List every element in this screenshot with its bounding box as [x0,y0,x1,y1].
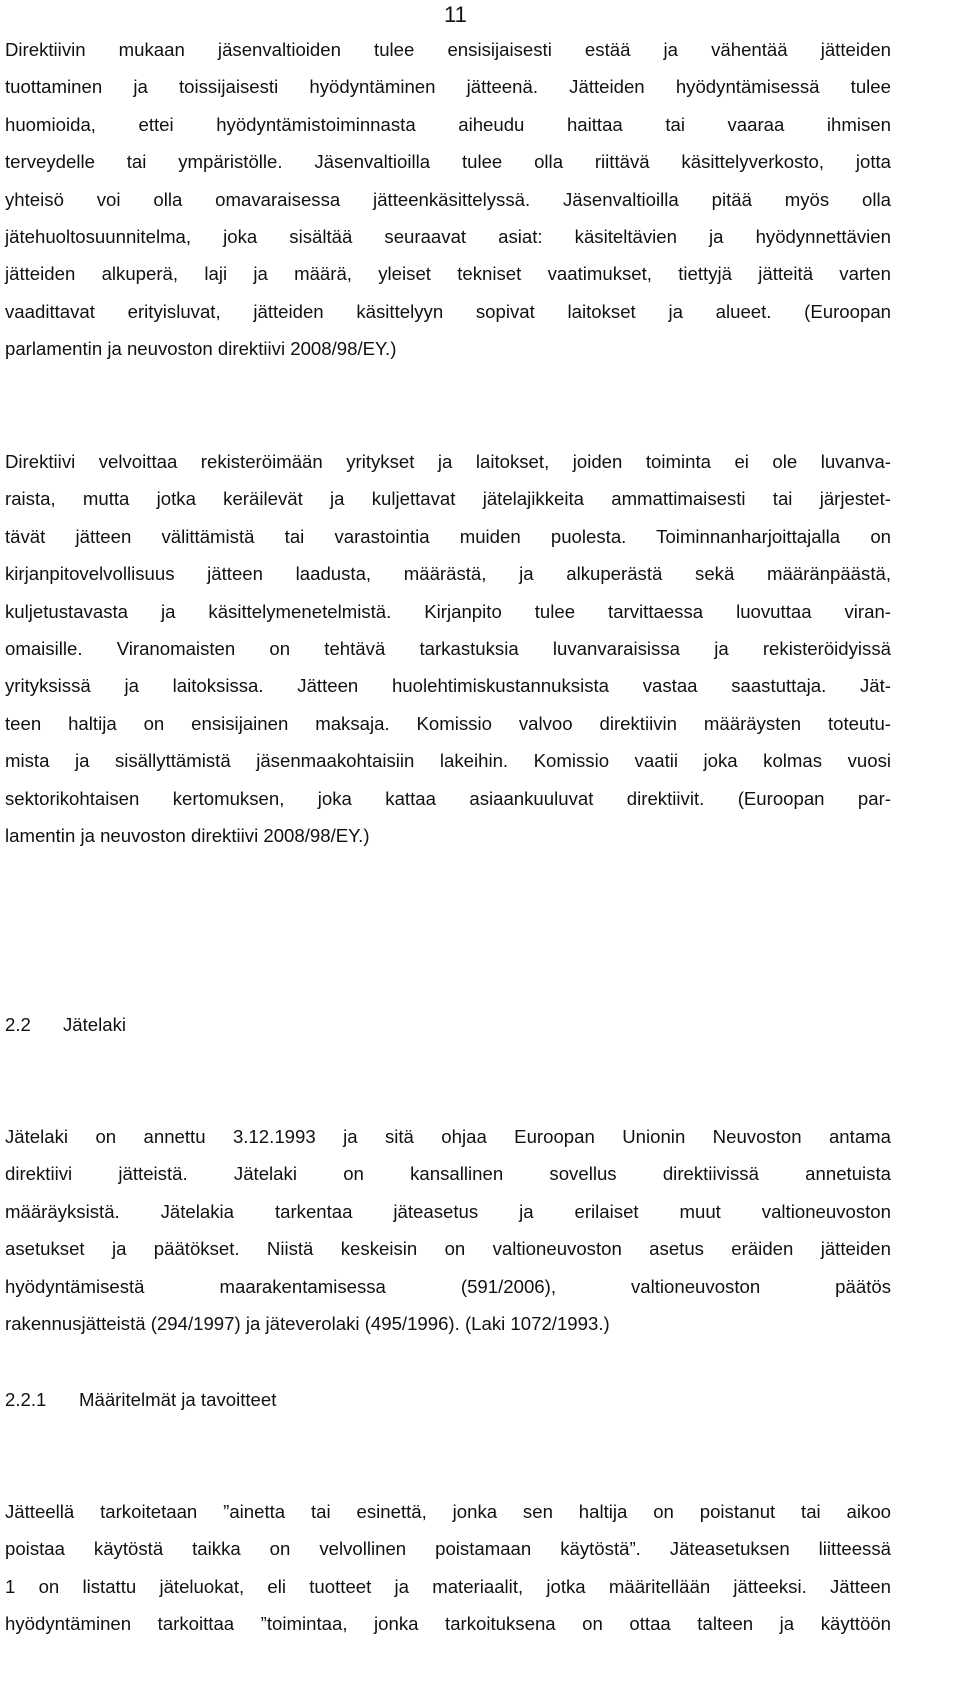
text-line: kuljetustavasta ja käsittelymenetelmistä. Kirjanpito tulee tarvittaessa luovuttaa viran- [5,600,891,622]
paragraph-registration-requirements [5,443,891,854]
text-line: tävät jätteen välittämistä tai varastointia muiden puolesta. Toiminnanharjoittajalla on [5,525,891,547]
section-number: 2.2 [5,1014,31,1035]
text-line: teen haltija on ensisijainen maksaja. Komissio valvoo direktiivin määräysten toteutu- [5,712,891,734]
text-line: yhteisö voi olla omavaraisessa jätteenkäsittelyssä. Jäsenvaltioilla pitää myös olla [5,188,891,210]
text-line: parlamentin ja neuvoston direktiivi 2008/98/EY.) [5,338,397,360]
text-line: jätehuoltosuunnitelma, joka sisältää seuraavat asiat: käsiteltävien ja hyödynnettävien [5,225,891,247]
text-line: kirjanpitovelvollisuus jätteen laadusta, määrästä, ja alkuperästä sekä määränpäästä, [5,563,891,585]
text-line: omaisille. Viranomaisten on tehtävä tarkastuksia luvanvaraisissa ja rekisteröidyissä [5,637,891,659]
text-line: määräyksistä. Jätelakia tarkentaa jäteasetus ja erilaiset muut valtioneuvoston [5,1200,891,1222]
text-line: hyödyntäminen tarkoittaa ”toimintaa, jonka tarkoituksena on ottaa talteen ja käyttöön [5,1613,891,1635]
text-line: hyödyntämisestä maarakentamisessa (591/2006), valtioneuvoston päätös [5,1275,891,1297]
text-line: asetukset ja päätökset. Niistä keskeisin on valtioneuvoston asetus eräiden jätteiden [5,1238,891,1260]
text-line: rakennusjätteistä (294/1997) ja jäteverolaki (495/1996). (Laki 1072/1993.) [5,1312,610,1334]
text-line: huomioida, ettei hyödyntämistoiminnasta aiheudu haittaa tai vaaraa ihmisen [5,113,891,135]
text-line: terveydelle tai ympäristölle. Jäsenvaltioilla tulee olla riittävä käsittelyverkosto, jotta [5,151,891,173]
paragraph-definitions [5,1493,891,1643]
text-line: jätteiden alkuperä, laji ja määrä, yleiset tekniset vaatimukset, tiettyjä jätteitä varten [5,263,891,285]
page-number: 11 [444,2,467,27]
text-line: Jätelaki on annettu 3.12.1993 ja sitä ohjaa Euroopan Unionin Neuvoston antama [5,1126,891,1147]
text-line: sektorikohtaisen kertomuksen, joka kattaa asiaankuuluvat direktiivit. (Euroopan par- [5,787,891,809]
text-line: mista ja sisällyttämistä jäsenmaakohtaisiin lakeihin. Komissio vaatii joka kolmas vuosi [5,750,891,772]
text-line: tuottaminen ja toissijaisesti hyödyntäminen jätteenä. Jätteiden hyödyntämisessä tulee [5,76,891,98]
text-line: 1 on listattu jäteluokat, eli tuotteet ja materiaalit, jotka määritellään jätteeksi. Jätteen [5,1575,891,1597]
section-title: Jätelaki [63,1014,127,1035]
text-line: poistaa käytöstä taikka on velvollinen poistamaan käytöstä”. Jäteasetuksen liitteessä [5,1538,891,1560]
section-heading-2-2-1 [5,1381,276,1418]
text-line: direktiivi jätteistä. Jätelaki on kansallinen sovellus direktiivissä annetuista [5,1163,891,1185]
text-line: Direktiivi velvoittaa rekisteröimään yritykset ja laitokset, joiden toiminta ei ole luvanva- [5,451,891,472]
text-line: raista, mutta jotka keräilevät ja kuljettavat jätelajikkeita ammattimaisesti tai järjestet- [5,488,891,510]
paragraph-waste-act [5,1118,891,1342]
text-line: Direktiivin mukaan jäsenvaltioiden tulee ensisijaisesti estää ja vähentää jätteiden [5,39,891,60]
text-line: yrityksissä ja laitoksissa. Jätteen huolehtimiskustannuksista vastaa saastuttaja. Jät- [5,675,891,697]
section-title: Määritelmät ja tavoitteet [79,1389,277,1410]
text-line: Jätteellä tarkoitetaan ”ainetta tai esinettä, jonka sen haltija on poistanut tai aikoo [5,1501,891,1522]
text-line: vaadittavat erityisluvat, jätteiden käsittelyyn sopivat laitokset ja alueet. (Euroopan [5,300,891,322]
section-heading-2-2 [5,1006,126,1043]
text-line: lamentin ja neuvoston direktiivi 2008/98/EY.) [5,824,370,846]
paragraph-directive-obligations [5,31,891,368]
section-number: 2.2.1 [5,1389,47,1410]
